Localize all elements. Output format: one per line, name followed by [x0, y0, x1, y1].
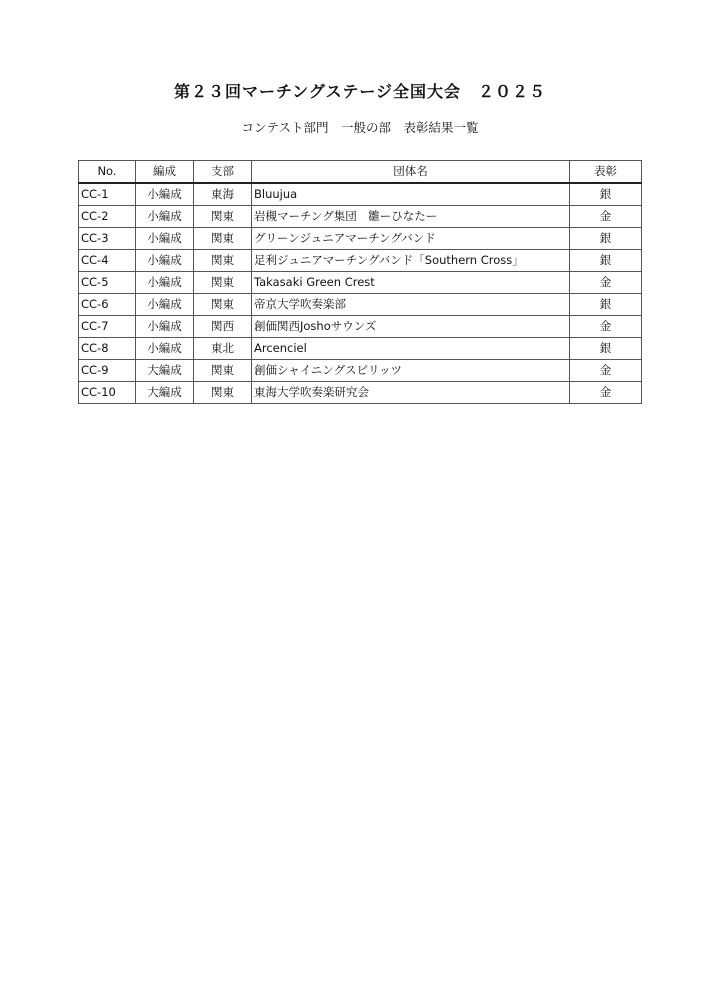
cell-name: 足利ジュニアマーチングバンド「Southern Cross」 [252, 250, 570, 272]
table-row [79, 183, 642, 206]
results-table [78, 160, 642, 404]
cell-size: 小編成 [136, 183, 194, 206]
cell-award: 銀 [570, 228, 642, 250]
cell-size: 小編成 [136, 338, 194, 360]
cell-branch: 関東 [194, 294, 252, 316]
cell-award: 金 [570, 382, 642, 404]
cell-size: 大編成 [136, 382, 194, 404]
header-row [79, 161, 642, 184]
results-table-header [79, 161, 642, 184]
table-row [79, 250, 642, 272]
cell-name: Arcenciel [252, 338, 570, 360]
cell-no: CC-2 [79, 206, 136, 228]
cell-branch: 関東 [194, 250, 252, 272]
document-title: 第２３回マーチングステージ全国大会 ２０２５ [173, 82, 547, 101]
cell-award: 銀 [570, 183, 642, 206]
cell-no: CC-3 [79, 228, 136, 250]
cell-size: 小編成 [136, 272, 194, 294]
cell-no: CC-10 [79, 382, 136, 404]
results-table-body [79, 183, 642, 404]
cell-no: CC-5 [79, 272, 136, 294]
document-subtitle: コンテスト部門 一般の部 表彰結果一覧 [241, 120, 479, 135]
cell-branch: 関東 [194, 382, 252, 404]
cell-name: 東海大学吹奏楽研究会 [252, 382, 570, 404]
cell-no: CC-7 [79, 316, 136, 338]
cell-award: 銀 [570, 294, 642, 316]
cell-branch: 東北 [194, 338, 252, 360]
table-row [79, 316, 642, 338]
cell-name: Takasaki Green Crest [252, 272, 570, 294]
cell-branch: 関西 [194, 316, 252, 338]
cell-name: グリーンジュニアマーチングバンド [252, 228, 570, 250]
header-name: 団体名 [252, 161, 570, 184]
table-row [79, 382, 642, 404]
cell-size: 小編成 [136, 316, 194, 338]
cell-no: CC-1 [79, 183, 136, 206]
table-row [79, 272, 642, 294]
table-row [79, 360, 642, 382]
cell-award: 金 [570, 360, 642, 382]
cell-name: 創価シャイニングスピリッツ [252, 360, 570, 382]
table-row [79, 294, 642, 316]
cell-award: 銀 [570, 338, 642, 360]
header-branch: 支部 [194, 161, 252, 184]
cell-name: 創価関西Joshoサウンズ [252, 316, 570, 338]
cell-branch: 関東 [194, 206, 252, 228]
cell-no: CC-8 [79, 338, 136, 360]
cell-award: 金 [570, 206, 642, 228]
table-row [79, 228, 642, 250]
cell-size: 小編成 [136, 206, 194, 228]
cell-size: 小編成 [136, 228, 194, 250]
cell-award: 金 [570, 272, 642, 294]
cell-size: 大編成 [136, 360, 194, 382]
cell-branch: 関東 [194, 228, 252, 250]
cell-name: 岩槻マーチング集団 雛ーひなたー [252, 206, 570, 228]
cell-award: 銀 [570, 250, 642, 272]
table-row [79, 338, 642, 360]
cell-size: 小編成 [136, 294, 194, 316]
cell-size: 小編成 [136, 250, 194, 272]
cell-branch: 関東 [194, 360, 252, 382]
header-award: 表彰 [570, 161, 642, 184]
header-no: No. [79, 161, 136, 184]
cell-name: 帝京大学吹奏楽部 [252, 294, 570, 316]
cell-name: Bluujua [252, 183, 570, 206]
table-row [79, 206, 642, 228]
header-size: 編成 [136, 161, 194, 184]
cell-no: CC-4 [79, 250, 136, 272]
cell-branch: 東海 [194, 183, 252, 206]
cell-branch: 関東 [194, 272, 252, 294]
cell-no: CC-9 [79, 360, 136, 382]
cell-no: CC-6 [79, 294, 136, 316]
cell-award: 金 [570, 316, 642, 338]
